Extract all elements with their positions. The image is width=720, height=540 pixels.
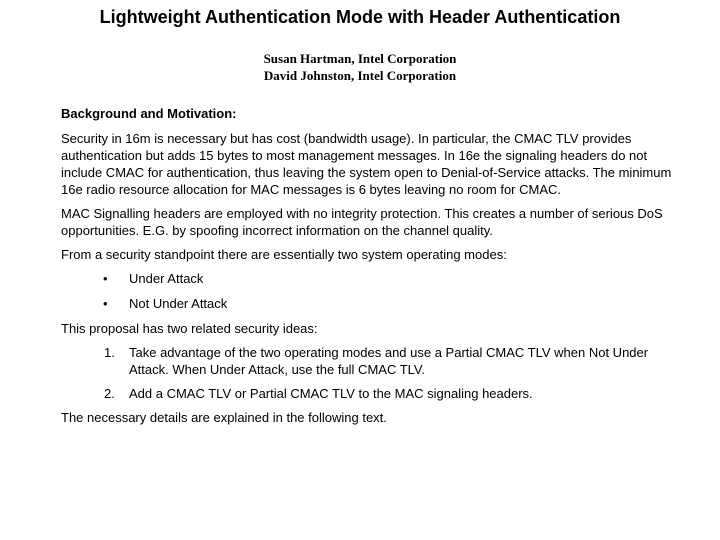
list-item (61, 344, 673, 378)
body-paragraph: The necessary details are explained in the following text. (61, 410, 387, 425)
bullet-icon: • (103, 271, 108, 286)
body-paragraph: From a security standpoint there are essentially two system operating modes: (61, 247, 507, 262)
author-block (0, 50, 720, 84)
list-item (61, 385, 673, 402)
list-number: 2. (104, 386, 115, 401)
list-number: 1. (104, 345, 115, 360)
list-item-text: Under Attack (129, 271, 204, 286)
operating-modes-list (61, 270, 673, 312)
body-paragraph: MAC Signalling headers are employed with no integrity protection. This creates a number of serious DoS opportunities. E.G. by spoofing incorrect information on the channel quality. (61, 206, 663, 238)
list-item-text: Take advantage of the two operating modes and use a Partial CMAC TLV when Not Under Attack. When Under Attack, use the full CMAC TLV. (129, 345, 649, 377)
list-item (61, 295, 673, 312)
list-item (61, 270, 673, 287)
body-paragraph: Security in 16m is necessary but has cost (bandwidth usage). In particular, the CMAC TLV provides authentication but adds 15 bytes to most management messages. In 16e the signaling headers do not include CMAC for authentication, thus leaving the system open to Denial-of-Service attacks. The minimum 16e radio resource allocation for MAC messages is 6 bytes leaving no room for CMAC. (61, 131, 672, 197)
author-line: Susan Hartman, Intel Corporation (263, 51, 457, 66)
author-line: David Johnston, Intel Corporation (263, 68, 457, 83)
document-title: Lightweight Authentication Mode with Header Authentication (99, 7, 621, 27)
bullet-icon: • (103, 296, 108, 311)
body-paragraph: This proposal has two related security ideas: (61, 321, 318, 336)
list-item-text: Add a CMAC TLV or Partial CMAC TLV to the MAC signaling headers. (129, 386, 533, 401)
document-body (61, 105, 673, 433)
security-ideas-list (61, 344, 673, 402)
section-heading: Background and Motivation: (61, 106, 237, 121)
list-item-text: Not Under Attack (129, 296, 228, 311)
